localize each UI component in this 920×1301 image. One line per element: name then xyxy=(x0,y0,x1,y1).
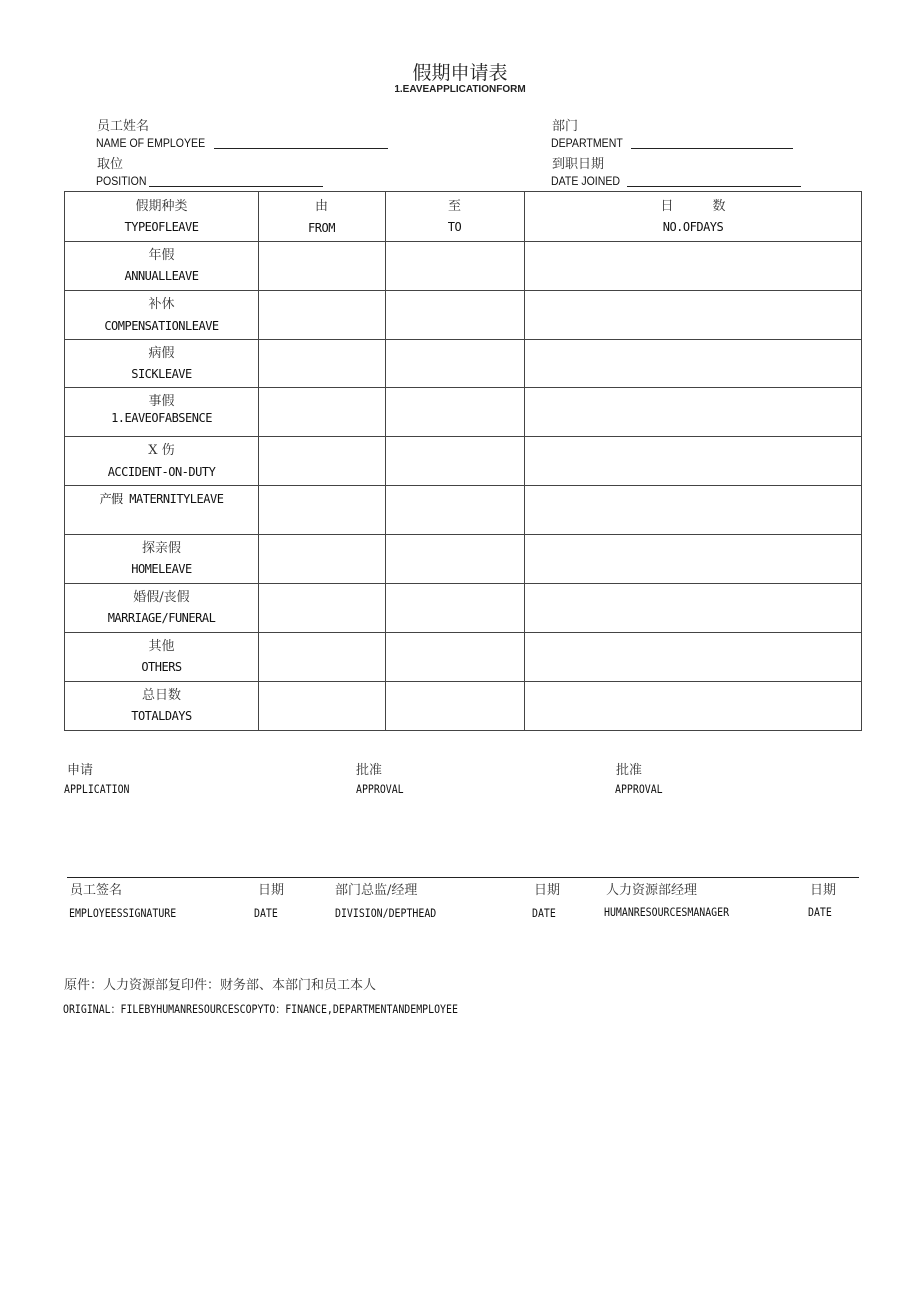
header-type-zh: 假期种类 xyxy=(135,199,188,214)
leave-type-annual: 年假 ANNUALLEAVE xyxy=(124,248,199,283)
date-label-2: DATE xyxy=(532,906,556,920)
leave-table xyxy=(64,191,862,731)
employee-name-label-zh: 员工姓名 xyxy=(97,119,150,134)
header-from-zh: 由 xyxy=(314,199,328,214)
leave-type-total: 总日数 TOTALDAYS xyxy=(131,688,192,723)
approval-label-1: APPROVAL xyxy=(356,782,404,796)
leave-type-accident: X 伤 ACCIDENT-ON-DUTY xyxy=(107,443,216,479)
date-label-1-zh: 日期 xyxy=(258,883,285,898)
department-label-zh: 部门 xyxy=(552,119,579,134)
header-type: TYPEOFLEAVE xyxy=(124,220,199,234)
employee-signature-label: EMPLOYEESSIGNATURE xyxy=(69,906,177,920)
leave-type-sick: 病假 SICKLEAVE xyxy=(131,346,192,381)
date-label-2-zh: 日期 xyxy=(534,883,561,898)
form-title: 假期申请表 xyxy=(412,62,508,84)
employee-signature-label-zh: 员工签名 xyxy=(70,883,123,898)
header-days-zh: 日 数 xyxy=(660,199,726,214)
distribution-note: ORIGINAL：FILEBYHUMANRESOURCESCOPYTO：FINANCE,DEPARTMENTANDEMPLOYEE xyxy=(63,1002,458,1016)
date-joined-label: DATE JOINED xyxy=(551,174,621,188)
hr-manager-label-zh: 人力资源部经理 xyxy=(606,883,698,898)
position-field[interactable] xyxy=(149,186,323,187)
header-days: NO.OFDAYS xyxy=(662,220,724,234)
approval-label-2-zh: 批准 xyxy=(616,763,643,778)
date-label-3-zh: 日期 xyxy=(810,883,837,898)
date-joined-label-zh: 到职日期 xyxy=(552,157,605,172)
leave-type-home: 探亲假 HOMELEAVE xyxy=(131,541,192,576)
date-label-3: DATE xyxy=(808,905,832,919)
position-label: POSITION xyxy=(96,174,147,188)
division-head-label-zh: 部门总监/经理 xyxy=(335,883,418,898)
approval-label-2: APPROVAL xyxy=(615,782,663,796)
employee-name-label: NAME OF EMPLOYEE xyxy=(96,136,206,150)
application-label-zh: 申请 xyxy=(67,763,94,778)
header-to-zh: 至 xyxy=(447,199,461,214)
form-subtitle: 1.EAVEAPPLICATIONFORM xyxy=(394,84,526,95)
approval-label-1-zh: 批准 xyxy=(356,763,383,778)
date-joined-field[interactable] xyxy=(627,186,801,187)
division-head-label: DIVISION/DEPTHEAD xyxy=(335,906,437,920)
department-label: DEPARTMENT xyxy=(551,136,623,150)
leave-type-absence: 事假 1.EAVEOFABSENCE xyxy=(111,394,212,425)
distribution-note-zh: 原件：人力资源部复印件：财务部、本部门和员工本人 xyxy=(64,978,377,993)
date-label-1: DATE xyxy=(254,906,278,920)
employee-name-field[interactable] xyxy=(214,148,388,149)
leave-type-others: 其他 OTHERS xyxy=(141,639,182,674)
signature-line xyxy=(67,877,859,878)
header-to: TO xyxy=(447,220,462,234)
header-from: FROM xyxy=(308,221,335,235)
leave-type-compensation: 补休 COMPENSATIONLEAVE xyxy=(104,297,219,333)
application-label: APPLICATION xyxy=(64,782,130,796)
leave-type-marriage: 婚假/丧假 MARRIAGE/FUNERAL xyxy=(107,590,216,625)
department-field[interactable] xyxy=(631,148,793,149)
hr-manager-label: HUMANRESOURCESMANAGER xyxy=(604,905,730,919)
leave-type-maternity: 产假 MATERNITYLEAVE xyxy=(99,492,224,506)
position-label-zh: 取位 xyxy=(97,157,124,172)
